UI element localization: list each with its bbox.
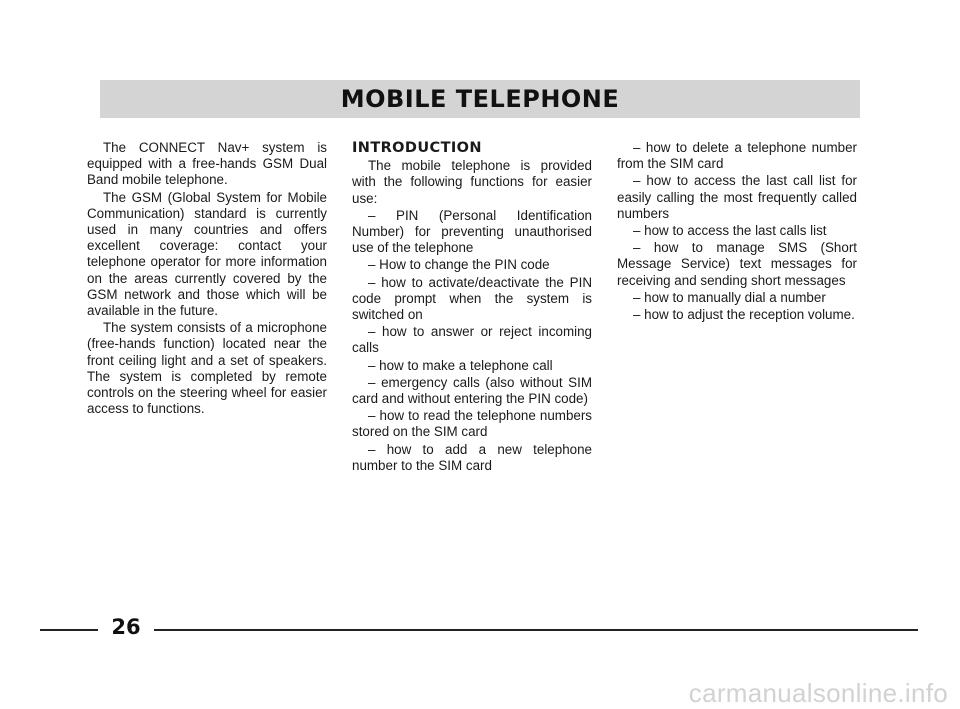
list-item: – How to change the PIN code xyxy=(368,257,550,273)
list-item: – how to activate/deactivate the PIN code prompt when the system is switched on xyxy=(352,274,592,323)
list-item: – how to read the telephone numbers stored on the SIM card xyxy=(352,408,592,440)
list-item: – how to access the last call list for easily calling the most frequently called numbers xyxy=(617,173,857,221)
page-number: 26 xyxy=(111,615,141,639)
column-1 xyxy=(87,140,327,418)
section-header-band xyxy=(100,80,860,118)
list-item: – PIN (Personal Identification Number) for preventing unauthorised use of the telephone xyxy=(352,207,592,256)
footer-rule-right xyxy=(154,629,918,631)
column-3 xyxy=(617,140,857,324)
list-item: – how to adjust the reception volume. xyxy=(633,307,855,323)
list-item: – how to make a telephone call xyxy=(368,357,553,373)
list-item: – how to manually dial a number xyxy=(633,289,826,305)
paragraph: The GSM (Global System for Mobile Communication) standard is currently used in many countries and offers excellent coverage: contact your telephone operator for more information on the areas currently covered by the GSM network and those which will be available in the future. xyxy=(87,189,327,319)
list-item: – how to delete a telephone number from the SIM card xyxy=(617,140,857,172)
paragraph: The system consists of a microphone (free-hands function) located near the front ceiling light and a set of speakers. The system is completed by remote controls on the steering wheel for easier access to functions. xyxy=(87,320,327,417)
list-item: – how to access the last calls list xyxy=(633,223,827,239)
footer-rule-left xyxy=(40,629,98,631)
section-heading: INTRODUCTION xyxy=(352,140,482,156)
paragraph: The mobile telephone is provided with the following functions for easier use: xyxy=(352,158,592,206)
watermark: carmanualsonline.info xyxy=(688,678,948,708)
page-title: MOBILE TELEPHONE xyxy=(340,85,620,113)
list-item: – how to manage SMS (Short Message Service) text messages for receiving and sending short messages xyxy=(617,240,857,288)
paragraph: The CONNECT Nav+ system is equipped with a free-hands GSM Dual Band mobile telephone. xyxy=(87,140,327,188)
list-item: – how to answer or reject incoming calls xyxy=(352,324,592,356)
list-item: – emergency calls (also without SIM card and without entering the PIN code) xyxy=(352,374,592,407)
column-2 xyxy=(352,140,592,475)
list-item: – how to add a new telephone number to the SIM card xyxy=(352,441,592,473)
